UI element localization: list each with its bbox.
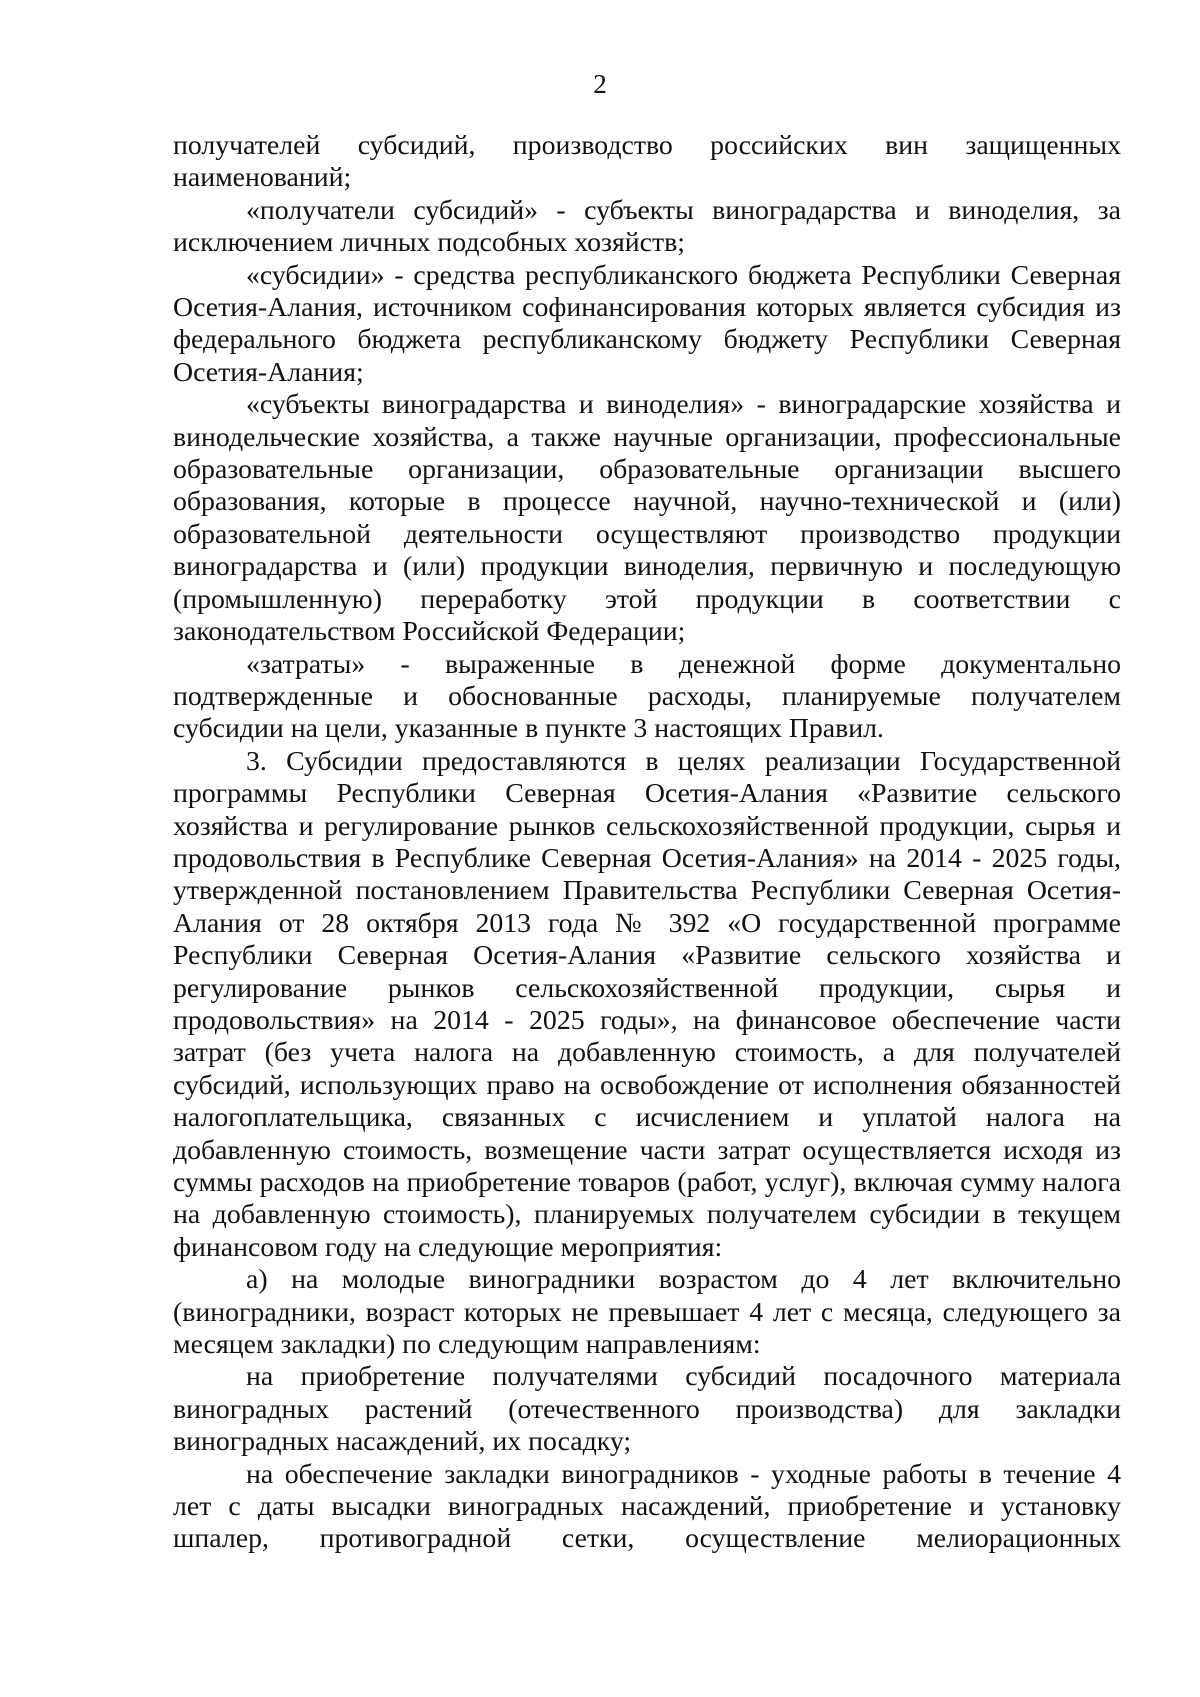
document-body	[173, 130, 1121, 1556]
paragraph-direction-vineyard-care: на обеспечение закладки виноградников - уходные работы в течение 4 лет с даты высадки виноградных насаждений, приобретение и установку шпалер, противоградной сетки, осуществление мелиорационных	[173, 1458, 1121, 1555]
paragraph-item-3: 3. Субсидии предоставляются в целях реализации Государственной программы Республики Северная Осетия-Алания «Развитие сельского хозяйства и регулирование рынков сельскохозяйственной продукции, сырья и продовольствия в Республике Северная Осетия-Алания» на 2014 - 2025 годы, утвержденной постановлением Правительства Республики Северная Осетия-Алания от 28 октября 2013 года № 392 «О государственной программе Республики Северная Осетия-Алания «Развитие сельского хозяйства и регулирование рынков сельскохозяйственной продукции, сырья и продовольствия» на 2014 - 2025 годы», на финансовое обеспечение части затрат (без учета налога на добавленную стоимость, а для получателей субсидий, использующих право на освобождение от исполнения обязанностей налогоплательщика, связанных с исчислением и уплатой налога на добавленную стоимость, возмещение части затрат осуществляется исходя из суммы расходов на приобретение товаров (работ, услуг), включая сумму налога на добавленную стоимость), планируемых получателем субсидии в текущем финансовом году на следующие мероприятия:	[173, 745, 1121, 1263]
paragraph-direction-planting-material: на приобретение получателями субсидий посадочного материала виноградных растений (отечественного производства) для закладки виноградных насаждений, их посадку;	[173, 1361, 1121, 1458]
page-number: 2	[593, 69, 607, 99]
paragraph-definition-subsidies: «субсидии» - средства республиканского бюджета Республики Северная Осетия-Алания, источником софинансирования которых является субсидия из федерального бюджета республиканскому бюджету Республики Северная Осетия-Алания;	[173, 259, 1121, 388]
paragraph-definition-recipients: «получатели субсидий» - субъекты виноградарства и виноделия, за исключением личных подсобных хозяйств;	[173, 194, 1121, 259]
paragraph-continuation: получателей субсидий, производство российских вин защищенных наименований;	[173, 130, 1121, 194]
paragraph-definition-subjects: «субъекты виноградарства и виноделия» - виноградарские хозяйства и винодельческие хозяйства, а также научные организации, профессиональные образовательные организации, образовательные организации высшего образования, которые в процессе научной, научно-технической и (или) образовательной деятельности осуществляют производство продукции виноградарства и (или) продукции виноделия, первичную и последующую (промышленную) переработку этой продукции в соответствии с законодательством Российской Федерации;	[173, 389, 1121, 648]
paragraph-definition-costs: «затраты» - выраженные в денежной форме документально подтвержденные и обоснованные расходы, планируемые получателем субсидии на цели, указанные в пункте 3 настоящих Правил.	[173, 648, 1121, 745]
paragraph-subitem-a: а) на молодые виноградники возрастом до 4 лет включительно (виноградники, возраст которых не превышает 4 лет с месяца, следующего за месяцем закладки) по следующим направлениям:	[173, 1264, 1121, 1361]
